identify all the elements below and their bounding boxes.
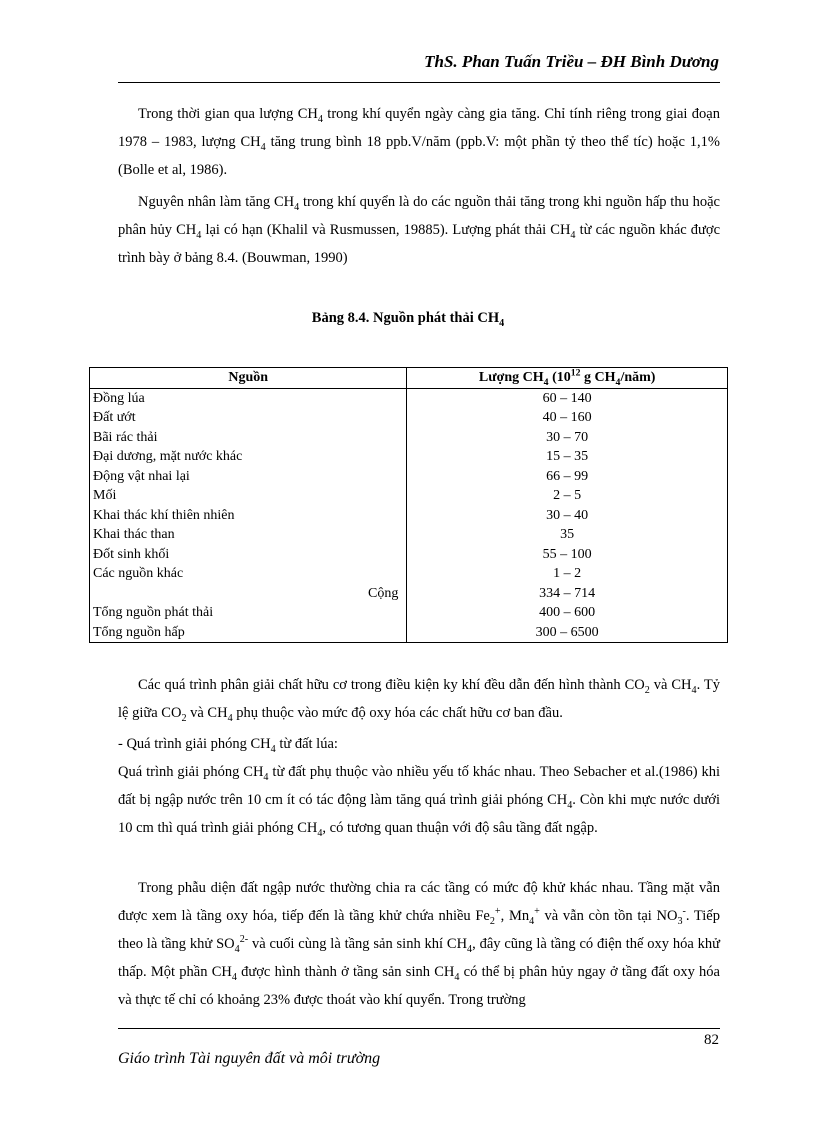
amount-cell: 30 – 40	[407, 506, 728, 526]
paragraph-2: Nguyên nhân làm tăng $CH_4$ trong khí quyển là do các nguồn thải tăng trong khi nguồn hấp thu hoặc phân hủy $CH_4$ lại có hạn (Khalil và Rusmussen, 19885). Lượng phát thải $CH_4$ từ các nguồn khác được trình bày ở bảng 8.4. (Bouwman, 1990)	[118, 194, 720, 266]
table-row	[90, 525, 728, 545]
amount-cell: 300 – 6500	[407, 623, 728, 643]
source-name-cell: Đại dương, mặt nước khác	[90, 447, 407, 467]
column-header-source: Nguồn	[90, 368, 407, 389]
amount-cell: 15 – 35	[407, 447, 728, 467]
source-name-cell: Tổng nguồn hấp	[90, 623, 407, 643]
source-name-cell: Tổng nguồn phát thải	[90, 603, 407, 623]
table-title: Bảng 8.4. Nguồn phát thải $CH_4$	[311, 310, 505, 329]
table-row	[90, 584, 728, 604]
paragraph-5: Trong phẫu diện đất ngập nước thường chia ra các tầng có mức độ khử khác nhau. Tầng mặt vẫn được xem là tầng oxy hóa, tiếp đến là tầng khử chứa nhiều $Fe_2^+$, $Mn_4^+$ và vẫn còn tồn tại $NO_3^-$. Tiếp theo là tầng khử $SO_4^{2-}$ và cuối cùng là tầng sản sinh khí $CH_4$, đây cũng là tầng có điện thế oxy hóa khử thấp. Một phần $CH_4$ được hình thành ở tầng sản $\sinh CH_4$ có thể bị phân hủy ngay ở tầng đất oxy hóa và thực tế chỉ có khoảng 23% được thoát vào khí quyển. Trong trường	[118, 880, 721, 1008]
table-row	[90, 545, 728, 565]
table-row	[90, 486, 728, 506]
amount-cell: 334 – 714	[407, 584, 728, 604]
table-row	[90, 428, 728, 448]
amount-cell: 66 – 99	[407, 467, 728, 487]
source-name-cell: Động vật nhai lại	[90, 467, 407, 487]
paragraph-1: Trong thời gian qua lượng $CH_4$ trong khí quyển ngày càng gia tăng. Chỉ tính riêng trong giai đoạn 1978 – 1983, lượng $CH_4$ tăng trung bình 18 ppb.V/năm (ppb.V: một phần tỷ theo thể tíc) hoặc 1,1% (Bolle et al, 1986).	[118, 106, 720, 178]
table-row	[90, 623, 728, 643]
amount-cell: 2 – 5	[407, 486, 728, 506]
source-name-cell: Các nguồn khác	[90, 564, 407, 584]
amount-cell: 35	[407, 525, 728, 545]
emission-sources-table	[89, 367, 728, 643]
table-row	[90, 564, 728, 584]
bullet-item: - Quá trình giải phóng $CH_4$ từ đất lúa:	[118, 736, 338, 755]
amount-cell: 55 – 100	[407, 545, 728, 565]
paragraph-3: Các quá trình phân giải chất hữu cơ trong điều kiện ky khí đều dẫn đến hình thành $CO_2$ và $CH_4$. Tỷ lệ giữa $CO_2$ và $CH_4$ phụ thuộc vào mức độ oxy hóa các chất hữu cơ ban đầu.	[118, 677, 720, 724]
footer-rule	[118, 1028, 720, 1029]
source-name-cell: Cộng	[90, 584, 407, 604]
source-name-cell: Khai thác than	[90, 525, 407, 545]
amount-cell: 40 – 160	[407, 408, 728, 428]
paragraph-4: Quá trình giải phóng $CH_4$ từ đất phụ thuộc vào nhiều yếu tố khác nhau. Theo Sebacher et al.(1986) khi đất bị ngập nước trên 10 cm ít có tác động làm tăng quá trình giải phóng $CH_4$. Còn khi mực nước dưới 10 cm thì quá trình giải phóng $CH_4$, có tương quan thuận với độ sâu tầng đất ngập.	[118, 764, 720, 839]
source-name-cell: Khai thác khí thiên nhiên	[90, 506, 407, 526]
table-row	[90, 447, 728, 467]
page-footer: Giáo trình Tài nguyên đất và môi trường	[118, 1050, 381, 1067]
source-name-cell: Đồng lúa	[90, 388, 407, 408]
page-number: 82	[704, 1032, 719, 1048]
header-rule	[118, 82, 720, 83]
amount-cell: 1 – 2	[407, 564, 728, 584]
table-row	[90, 603, 728, 623]
table-header-row	[90, 368, 728, 389]
table-row	[90, 388, 728, 408]
amount-cell: 30 – 70	[407, 428, 728, 448]
table-row	[90, 467, 728, 487]
amount-cell: 60 – 140	[407, 388, 728, 408]
source-name-cell: Mối	[90, 486, 407, 506]
source-name-cell: Bãi rác thải	[90, 428, 407, 448]
amount-cell: 400 – 600	[407, 603, 728, 623]
page-header: ThS. Phan Tuấn Triều – ĐH Bình Dương	[424, 52, 719, 71]
source-name-cell: Đất ướt	[90, 408, 407, 428]
table-row	[90, 506, 728, 526]
source-name-cell: Đốt sinh khối	[90, 545, 407, 565]
table-row	[90, 408, 728, 428]
column-header-amount: Lượng $CH_4$ ($10^{12}$ g $CH_4/năm$)	[407, 368, 728, 389]
